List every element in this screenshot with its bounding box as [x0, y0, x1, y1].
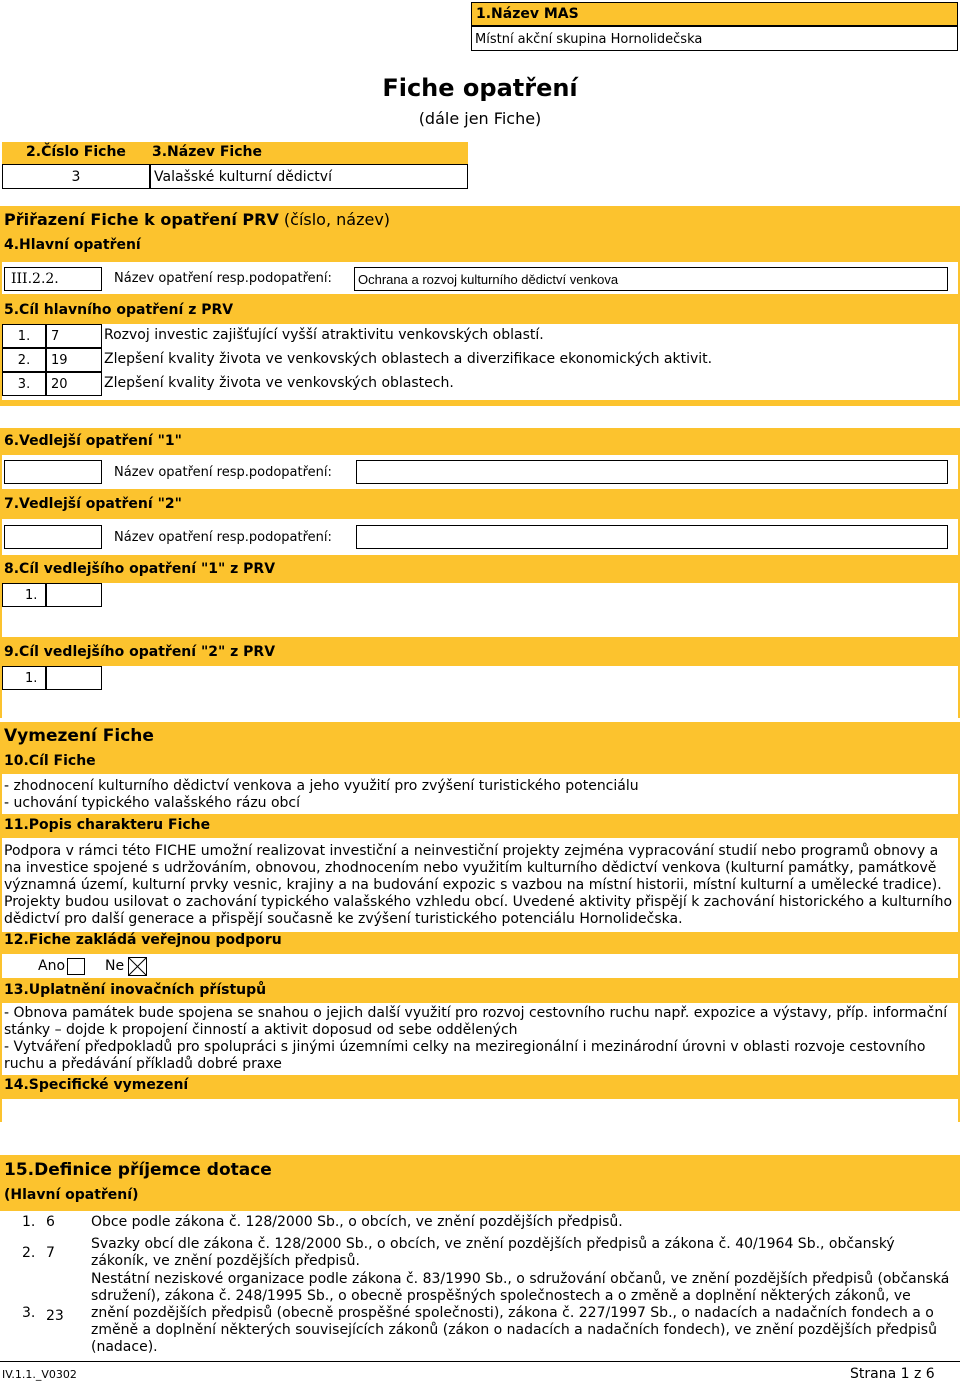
checked-x-icon: [128, 957, 147, 976]
fiche-nazev-value: Valašské kulturní dědictví: [150, 164, 468, 189]
cil-vedl2-area: [2, 666, 958, 718]
vedlejsi2-nazev-label: Název opatření resp.podopatření:: [114, 530, 332, 545]
podpora-ne-checkbox[interactable]: [128, 957, 147, 976]
definice-num-2: 2.: [22, 1245, 36, 1261]
definice-sub: (Hlavní opatření): [4, 1187, 139, 1203]
hlavni-code: III.2.2.: [4, 267, 102, 291]
hlavni-label: 4.Hlavní opatření: [4, 237, 141, 253]
inovace-text-2: - Vytváření předpokladů pro spolupráci s jinými územními celky na meziregionální i mezinárodní úrovni v oblasti rozvoje cestovního ruchu a předávání příkladů dobré praxe: [4, 1039, 926, 1072]
definice-text-1: Obce podle zákona č. 128/2000 Sb., o obcích, ve znění pozdějších předpisů.: [91, 1214, 623, 1230]
vedlejsi1-label: 6.Vedlejší opatření "1": [4, 433, 182, 449]
inovace-label: 13.Uplatnění inovačních přístupů: [4, 982, 267, 998]
definice-code-1: 6: [46, 1214, 55, 1230]
vedlejsi2-label: 7.Vedlejší opatření "2": [4, 496, 182, 512]
vedlejsi1-code-box[interactable]: [4, 460, 102, 484]
page-title: Fiche opatření: [382, 74, 578, 102]
vedlejsi1-nazev-label: Název opatření resp.podopatření:: [114, 465, 332, 480]
mas-label-cell: [471, 2, 958, 26]
definice-text-2: Svazky obcí dle zákona č. 128/2000 Sb., o obcích, ve znění pozdějších předpisů a zákona č. 40/1964 Sb., občanský zákoník, ve znění pozdějších předpisů.: [91, 1236, 895, 1269]
podpora-ne-label: Ne: [105, 958, 125, 974]
cil-hlavni-label: 5.Cíl hlavního opatření z PRV: [4, 302, 234, 318]
vymezeni-heading: Vymezení Fiche: [4, 726, 154, 746]
cil-vedl1-num: 1.: [2, 583, 46, 607]
hlavni-nazev-label: Název opatření resp.podopatření:: [114, 271, 332, 286]
definice-code-3: 23: [46, 1308, 64, 1324]
cil-vedl1-area: [2, 583, 958, 637]
cil-hlavni-code-3: 20: [46, 372, 102, 396]
cil-hlavni-code-2: 19: [46, 348, 102, 372]
cil-vedl2-label: 9.Cíl vedlejšího opatření "2" z PRV: [4, 644, 276, 660]
page-subtitle: (dále jen Fiche): [418, 109, 542, 128]
popis-label: 11.Popis charakteru Fiche: [4, 817, 211, 833]
specificke-label: 14.Specifické vymezení: [4, 1077, 189, 1093]
definice-label: 15.Definice příjemce dotace: [4, 1160, 272, 1180]
cil-vedl2-code-box[interactable]: [46, 666, 102, 690]
specificke-box: [2, 1099, 958, 1137]
definice-num-1: 1.: [22, 1214, 36, 1230]
cil-hlavni-num-2: 2.: [2, 348, 46, 372]
cil-fiche-box: [2, 774, 958, 814]
definice-text-3: Nestátní neziskové organizace podle zákona č. 83/1990 Sb., o sdružování občanů, ve znění pozdějších předpisů (občanská sdružení), zákona č. 248/1995 Sb., o obecně prospěšných společnostech a o změně a doplnění některých zákonů, ve znění pozdějších předpisů (obecně prospěšné společnosti), zákona č. 227/1997 Sb., o nadacích a nadačních fondech a o změně a doplnění některých souvisejících zákonů (zákon o nadacích a nadačních fondech), ve znění pozdějších předpisů (nadace).: [91, 1271, 950, 1355]
mas-value: Místní akční skupina Hornolidečska: [475, 32, 703, 47]
mas-value-cell: [471, 26, 958, 51]
cil-hlavni-text-2: Zlepšení kvality života ve venkovských oblastech a diverzifikace ekonomických aktivit.: [104, 351, 713, 367]
fiche-cislo-label: 2.Číslo Fiche: [26, 144, 126, 160]
cil-fiche-label: 10.Cíl Fiche: [4, 753, 96, 769]
mas-label: 1.Název MAS: [476, 6, 579, 22]
prirazeni-heading: [4, 210, 390, 229]
definice-code-2: 7: [46, 1245, 55, 1261]
inovace-box: [2, 1003, 958, 1075]
fiche-nazev-label: 3.Název Fiche: [152, 144, 262, 160]
vedlejsi2-code-box[interactable]: [4, 525, 102, 549]
cil-hlavni-num-3: 3.: [2, 372, 46, 396]
hlavni-nazev-value: Ochrana a rozvoj kulturního dědictví venkova: [354, 267, 948, 291]
popis-text: Podpora v rámci této FICHE umožní realizovat investiční a neinvestiční projekty zejména vypracování studií nebo programů obnovy a na investice spojené s udržováním, obnovou, zhodnocením nebo využitím kulturního dědictví venkova (kulturní památky, památkově významná území, kulturní prvky vesnic, krajiny a na budování expozic s vazbou na místní historii, místní kulturní a umělecké tradice). Projekty budou usilovat o zachování typického valašského vzhledu obcí. Uvedené aktivity přispějí k zachování historického a kulturního dědictví pro další generace a přispějí současně ke zvýšení turistického potenciálu Hornolidečska.: [4, 843, 953, 927]
vedlejsi1-nazev-box[interactable]: [356, 460, 948, 484]
podpora-label: 12.Fiche zakládá veřejnou podporu: [4, 932, 282, 948]
definice-num-3: 3.: [22, 1305, 36, 1321]
popis-box: [2, 838, 958, 932]
cil-vedl1-label: 8.Cíl vedlejšího opatření "1" z PRV: [4, 561, 276, 577]
podpora-ano-label: Ano: [38, 958, 66, 974]
podpora-ano-checkbox[interactable]: [67, 958, 85, 975]
fiche-cislo-value: 3: [2, 164, 150, 189]
cil-hlavni-table: [2, 324, 958, 400]
prirazeni-bold: Přiřazení Fiche k opatření PRV: [4, 210, 279, 229]
cil-fiche-line-1: - zhodnocení kulturního dědictví venkova a jeho využití pro zvýšení turistického potenciálu: [4, 778, 639, 794]
definice-table: [0, 1211, 960, 1359]
vedlejsi2-nazev-box[interactable]: [356, 525, 948, 549]
prirazeni-normal: (číslo, název): [278, 210, 391, 229]
cil-hlavni-num-1: 1.: [2, 324, 46, 348]
footer-rule: [0, 1361, 960, 1362]
footer-code: IV.1.1._V0302: [2, 1368, 77, 1381]
cil-hlavni-text-3: Zlepšení kvality života ve venkovských oblastech.: [104, 375, 454, 391]
footer-page: Strana 1 z 6: [850, 1366, 935, 1382]
cil-vedl2-num: 1.: [2, 666, 46, 690]
cil-hlavni-text-1: Rozvoj investic zajišťující vyšší atraktivitu venkovských oblastí.: [104, 327, 544, 343]
cil-vedl1-code-box[interactable]: [46, 583, 102, 607]
cil-hlavni-code-1: 7: [46, 324, 102, 348]
cil-fiche-line-2: - uchování typického valašského rázu obcí: [4, 795, 301, 811]
inovace-text-1: - Obnova památek bude spojena se snahou o jejich další využití pro rozvoj cestovního ruchu např. expozice a výstavy, příp. informační stánky – dojde k propojení činností a aktivit doposud od sebe oddělených: [4, 1005, 948, 1038]
